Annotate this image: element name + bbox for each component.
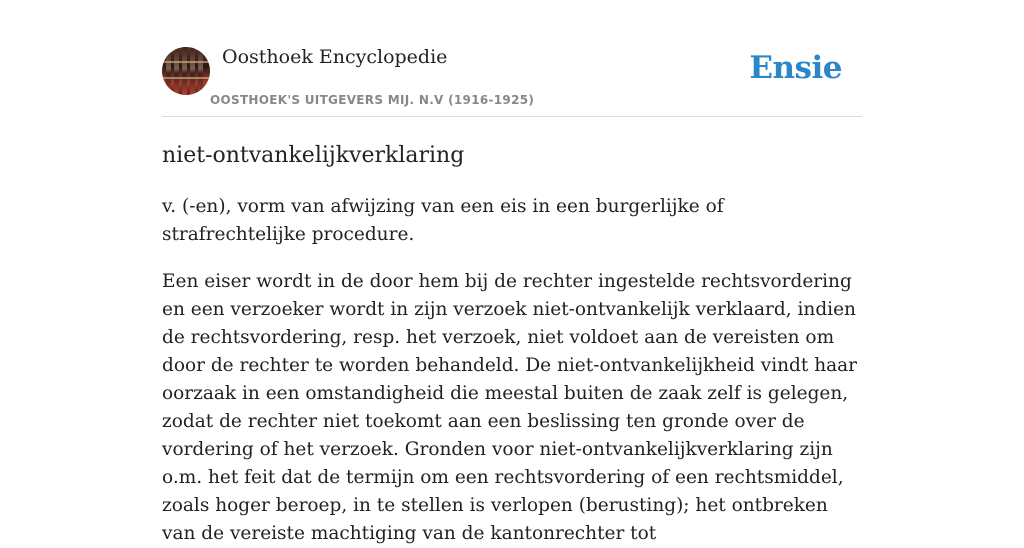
entry-paragraph: Een eiser wordt in de door hem bij de rechter ingestelde rechtsvordering en een verzoeker wordt in zijn verzoek niet-ontvankelijk verklaard, indien de rechtsvordering, resp. het verzoek, niet voldoet aan de vereisten om door de rechter te worden behandeld. De niet-ontvankelijkheid vindt haar oorzaak in een omstandigheid die meestal buiten de zaak zelf is gelegen, zodat de rechter niet toekomt aan een beslissing ten gronde over de vordering of het verzoek. Gronden voor niet-ontvankelijkverklaring zijn o.m. het feit dat de termijn om een rechtsvordering of een rechtsmiddel, zoals hoger beroep, in te stellen is verlopen (berusting); het ontbreken van de vereiste machtiging van de kantonrechter tot (162, 271, 858, 544)
book-spine-icon (190, 47, 195, 95)
entry-title: niet-ontvankelijkverklaring (162, 143, 465, 168)
shelf-band (162, 77, 210, 79)
book-spine-icon (166, 47, 171, 95)
ensie-logo[interactable]: Ensie (749, 50, 842, 86)
shelf-band (162, 61, 210, 63)
entry-paragraph: v. (-en), vorm van afwijzing van een eis in een burgerlijke of strafrechtelijke procedure. (162, 196, 724, 245)
book-spine-icon (198, 47, 203, 95)
header (162, 0, 862, 117)
page-content (162, 0, 862, 548)
publisher-avatar[interactable] (162, 47, 210, 95)
publisher-name[interactable]: Oosthoek Encyclopedie (222, 46, 448, 68)
publisher-subtitle: OOSTHOEK'S UITGEVERS MIJ. N.V (1916-1925) (210, 93, 535, 107)
book-spine-icon (182, 47, 187, 95)
book-spine-icon (174, 47, 179, 95)
